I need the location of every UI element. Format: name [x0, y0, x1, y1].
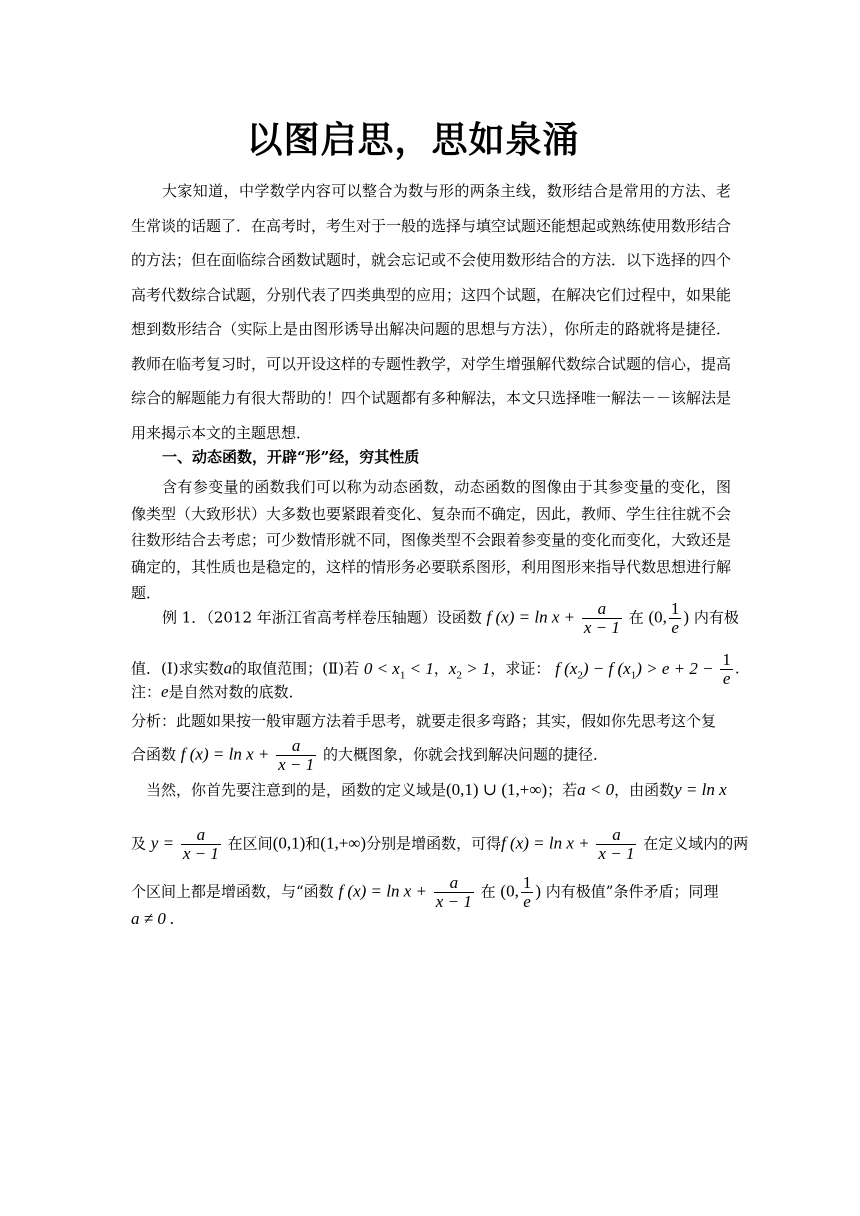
domain-expression: (0,1) ∪ (1,+∞): [446, 780, 548, 799]
fraction-1-over-e: $\frac{1}{e}$: [722, 650, 731, 688]
fraction-a-over-x-minus-1: $\frac{a}{x - 1}$: [583, 599, 620, 637]
text: 个区间上都是增函数，与“函数: [131, 882, 334, 901]
fraction-a-over-x-minus-1: $\frac{a}{x - 1}$: [278, 736, 315, 774]
text: ，由函数: [614, 781, 675, 799]
condition-x1: $0 < x_1 < 1$: [363, 658, 434, 681]
condition-a-lt-0: a < 0: [577, 780, 615, 799]
text: 注：: [131, 683, 162, 701]
text: 内有极值”条件矛盾；同理: [545, 882, 719, 901]
interval-open: (0,: [648, 607, 667, 627]
text: 的大概图象，你就会找到解决问题的捷径．: [322, 745, 608, 764]
intro-paragraph: 大家知道，中学数学内容可以整合为数与形的两条主线，数形结合是常用的方法、老生常谈的话题了．在高考时，考生对于一般的选择与填空试题还能想起或熟练使用数形结合的方法；但在面临综合函数试题时，就会忘记或不会使用数形结合的方法．以下选择的四个高考代数综合试题，分别代表了四类典型的应用；这四个试题，在解决它们过程中，如果能想到数形结合（实际上是由图形诱导出解决问题的思想与方法），你所走的路就将是捷径．教师在临考复习时，可以开设这样的专题性教学，对学生增强解代数综合试题的信心，提高综合的解题能力有很大帮助的！四个试题都有多种解法，本文只选择唯一解法－－该解法是用来揭示本文的主题思想．: [131, 182, 732, 442]
text: 在定义域内的两: [643, 834, 749, 853]
analysis-line-3: [146, 780, 727, 800]
analysis-line-2: [131, 737, 608, 774]
text: ，求证：: [490, 659, 551, 678]
text: ，: [433, 659, 449, 678]
analysis-line-5: [131, 874, 718, 911]
condition-x2: $x_2 > 1$: [448, 658, 491, 681]
fraction-a-over-x-minus-1: $\frac{a}{x - 1}$: [182, 825, 219, 863]
analysis-line-6: a ≠ 0 .: [131, 909, 175, 928]
variable-e: e: [161, 682, 169, 701]
text: 的取值范围；(Ⅱ)若: [232, 659, 360, 678]
function-y-ln-x: y = ln x: [674, 780, 727, 799]
fraction-a-over-x-minus-1: $\frac{a}{x - 1}$: [435, 873, 472, 911]
text: 内有极: [693, 608, 739, 627]
note-line: [131, 682, 304, 702]
text: 分别是增函数，可得: [366, 834, 502, 853]
text: .: [734, 659, 740, 678]
function-expression: f (x) = ln x +: [180, 744, 270, 764]
page-title: 以图启思，思如泉涌: [246, 119, 580, 161]
section-paragraph: 含有参变量的函数我们可以称为动态函数，动态函数的图像由于其参变量的变化，图像类型（大致形状）大多数也要紧跟着变化、复杂而不确定，因此，教师、学生往往就不会往数形结合去考虑；可少数情形就不同，图像类型不会跟着参变量的变化而变化，大致还是确定的，其性质也是稳定的，这样的情形务必要联系图形，利用图形来指导代数思想进行解题．: [131, 478, 732, 602]
text: 值．(Ⅰ)求实数: [131, 659, 224, 678]
text: 和: [305, 834, 321, 853]
function-expression: f (x) = ln x +: [338, 881, 428, 901]
text: 在: [628, 608, 644, 627]
interval-1-inf: (1,+∞): [320, 833, 367, 853]
interval-0-1: (0,1): [272, 833, 306, 853]
interval-open: (0,: [500, 881, 519, 901]
fraction-1-over-e: $\frac{1}{e}$: [522, 873, 532, 911]
function-expression: f (x) = ln x +: [486, 607, 576, 627]
function-expression: f (x) = ln x +: [501, 833, 590, 853]
text: 当然，你首先要注意到的是，函数的定义域是: [146, 781, 447, 799]
analysis-line-1: 分析：此题如果按一般审题方法着手思考，就要走很多弯路；其实，假如你先思考这个复: [131, 712, 717, 730]
variable-a: a: [223, 658, 233, 678]
analysis-line-4: [131, 826, 748, 863]
text: 在区间: [227, 834, 273, 853]
function-y: y =: [150, 833, 175, 853]
interval-close: ): [683, 607, 690, 627]
fraction-1-over-e: $\frac{1}{e}$: [670, 599, 680, 637]
fraction-a-over-x-minus-1: $\frac{a}{x - 1}$: [598, 825, 635, 863]
section-heading: 一、动态函数，开辟“形”经，穷其性质: [162, 448, 420, 466]
text: 及: [131, 834, 147, 853]
text: ；若: [547, 781, 578, 799]
example-source: （2012 年浙江省高考样卷压轴题）设函数: [206, 608, 482, 627]
inequality: f $(x_2) - f$ $(x_1) > e + 2$ −: [555, 658, 714, 681]
example-label: 例 1．: [162, 608, 207, 627]
text: 在: [480, 882, 496, 901]
text: 是自然对数的底数．: [168, 683, 304, 701]
example-line-1: [162, 600, 739, 637]
text: 合函数: [131, 745, 177, 764]
interval-close: ): [535, 881, 541, 901]
